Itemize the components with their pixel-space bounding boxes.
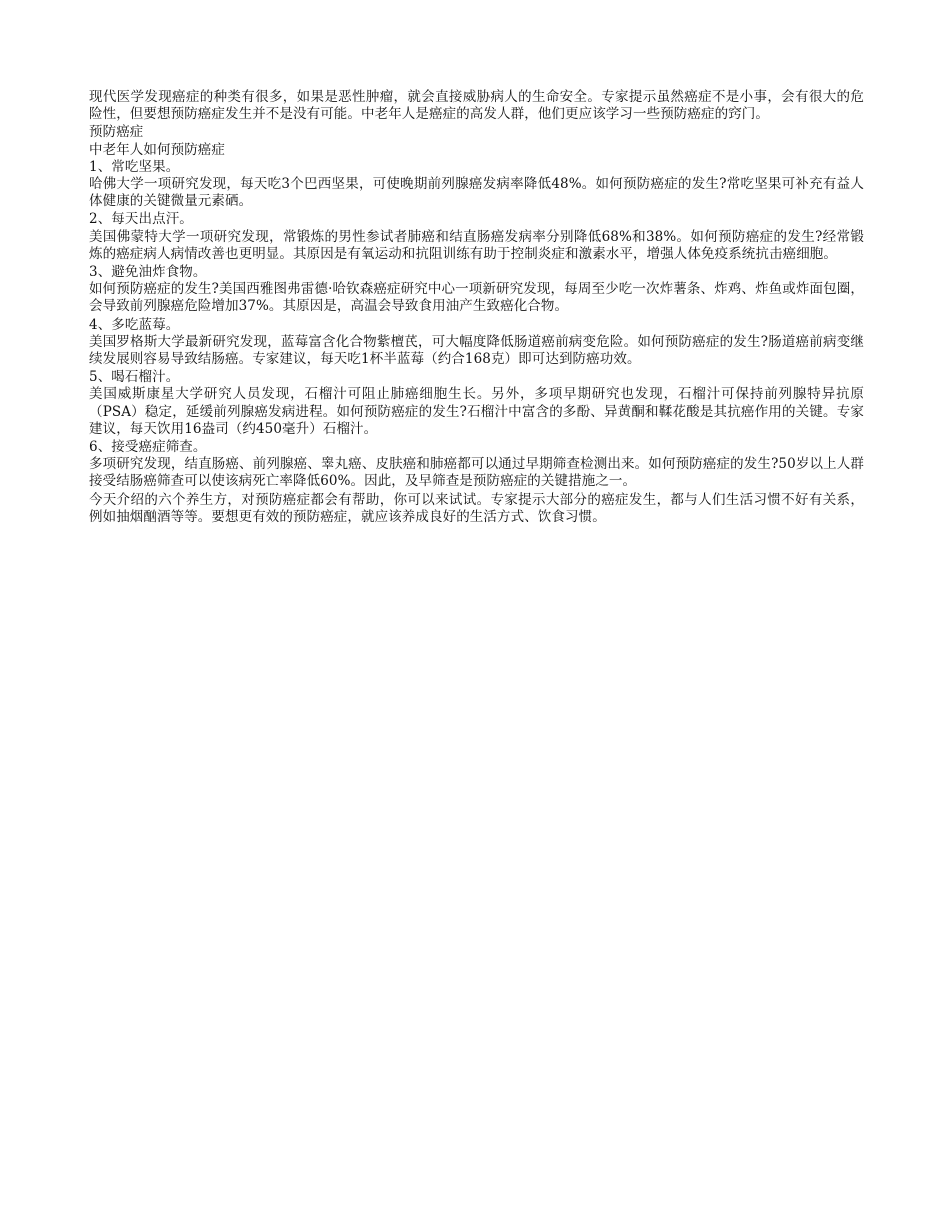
section-body: 如何预防癌症的发生?美国西雅图弗雷德·哈钦森癌症研究中心一项新研究发现，每周至少吃一次炸薯条、炸鸡、炸鱼或炸面包圈，会导致前列腺癌危险增加37%。其原因是，高温会导致食用油产生致癌化合物。 [89, 281, 864, 315]
section-heading: 3、避免油炸食物。 [89, 264, 207, 281]
section-body: 多项研究发现，结直肠癌、前列腺癌、睾丸癌、皮肤癌和肺癌都可以通过早期筛查检测出来。如何预防癌症的发生?50岁以上人群接受结肠癌筛查可以使该病死亡率降低60%。因此，及早筛查是预防癌症的关键措施之一。 [89, 456, 864, 490]
section-body: 哈佛大学一项研究发现，每天吃3个巴西坚果，可使晚期前列腺癌发病率降低48%。如何预防癌症的发生?常吃坚果可补充有益人体健康的关键微量元素硒。 [89, 176, 864, 210]
section-heading: 2、每天出点汗。 [89, 211, 193, 228]
conclusion-paragraph: 今天介绍的六个养生方，对预防癌症都会有帮助，你可以来试试。专家提示大部分的癌症发生，都与人们生活习惯不好有关系，例如抽烟酗酒等等。要想更有效的预防癌症，就应该养成良好的生活方式、饮食习惯。 [89, 491, 864, 525]
article [89, 89, 864, 527]
section-heading: 6、接受癌症筛查。 [89, 439, 207, 456]
section-heading: 1、常吃坚果。 [89, 158, 180, 175]
section-heading: 5、喝石榴汁。 [89, 369, 180, 386]
article-subtitle: 中老年人如何预防癌症 [89, 141, 225, 158]
section-body: 美国威斯康星大学研究人员发现，石榴汁可阻止肺癌细胞生长。另外，多项早期研究也发现，石榴汁可保持前列腺特异抗原（PSA）稳定，延缓前列腺癌发病进程。如何预防癌症的发生?石榴汁中富含的多酚、异黄酮和鞣花酸是其抗癌作用的关键。专家建议，每天饮用16盎司（约450毫升）石榴汁。 [89, 386, 864, 437]
topic-label: 预防癌症 [89, 124, 144, 141]
section-heading: 4、多吃蓝莓。 [89, 316, 180, 333]
intro-paragraph: 现代医学发现癌症的种类有很多，如果是恶性肿瘤，就会直接威胁病人的生命安全。专家提示虽然癌症不是小事，会有很大的危险性，但要想预防癌症发生并不是没有可能。中老年人是癌症的高发人群，他们更应该学习一些预防癌症的窍门。 [89, 89, 864, 123]
section-body: 美国罗格斯大学最新研究发现，蓝莓富含化合物紫檀芪，可大幅度降低肠道癌前病变危险。如何预防癌症的发生?肠道癌前病变继续发展则容易导致结肠癌。专家建议，每天吃1杯半蓝莓（约合168克）即可达到防癌功效。 [89, 333, 864, 368]
section-body: 美国佛蒙特大学一项研究发现，常锻炼的男性参试者肺癌和结直肠癌发病率分别降低68%和38%。如何预防癌症的发生?经常锻炼的癌症病人病情改善也更明显。其原因是有氧运动和抗阻训练有助于控制炎症和激素水平，增强人体免疫系统抗击癌细胞。 [89, 228, 864, 262]
